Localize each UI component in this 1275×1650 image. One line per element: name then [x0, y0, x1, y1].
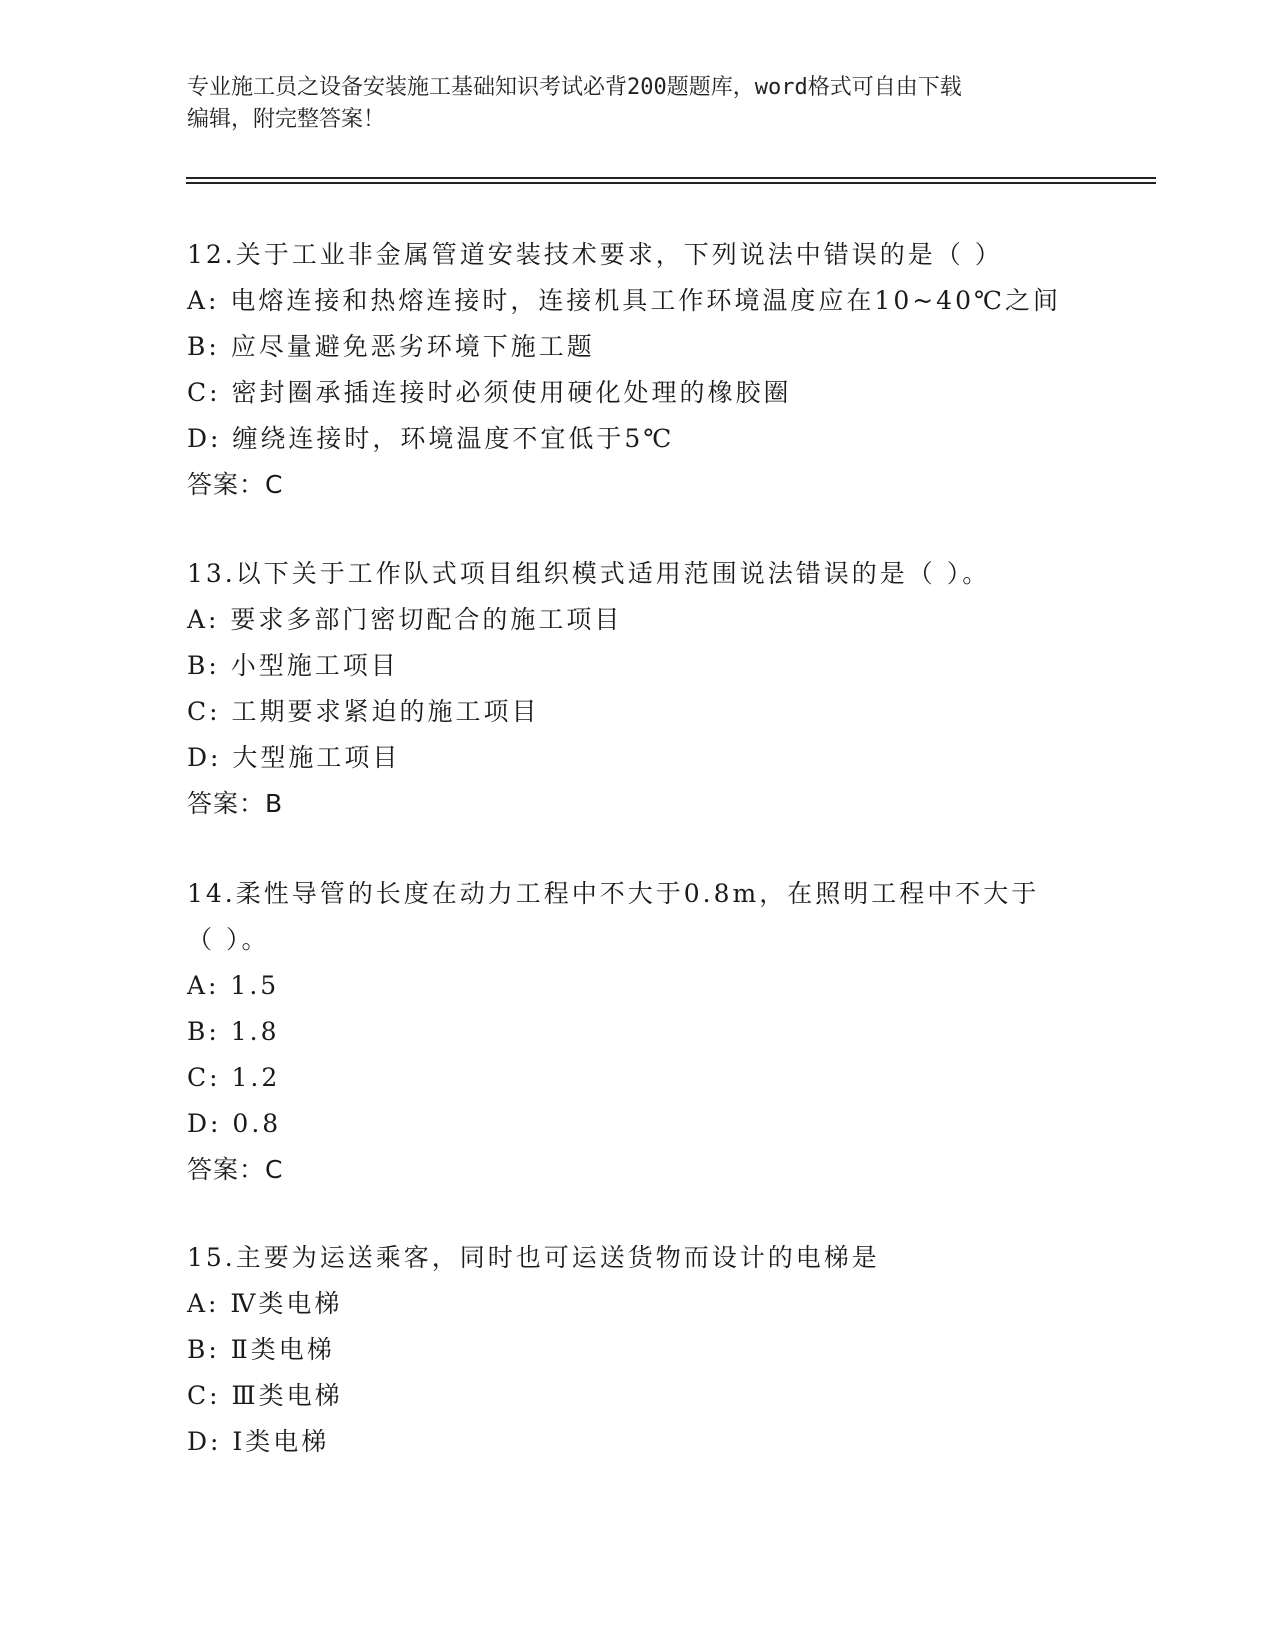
option-a: A: Ⅳ类电梯	[187, 1289, 343, 1318]
option-b: B: 小型施工项目	[187, 651, 399, 680]
question-13	[187, 551, 1087, 827]
header-line-1: 专业施工员之设备安装施工基础知识考试必背200题题库，word格式可自由下载	[187, 75, 962, 100]
option-c: C: 密封圈承插连接时必须使用硬化处理的橡胶圈	[187, 378, 792, 407]
question-title: 15.主要为运送乘客，同时也可运送货物而设计的电梯是	[187, 1243, 880, 1272]
header-divider-bottom	[186, 182, 1156, 184]
option-c: C: 1.2	[187, 1063, 281, 1092]
question-title: 13.以下关于工作队式项目组织模式适用范围说法错误的是（ ）。	[187, 559, 991, 588]
question-14	[187, 871, 1087, 1193]
option-b: B: Ⅱ类电梯	[187, 1335, 335, 1364]
option-a: A: 要求多部门密切配合的施工项目	[187, 605, 623, 634]
option-c: C: 工期要求紧迫的施工项目	[187, 697, 540, 726]
header-line-2: 编辑，附完整答案！	[187, 107, 386, 132]
answer: 答案：B	[187, 789, 284, 818]
option-d: D: 0.8	[187, 1109, 282, 1138]
option-d: D: 缠绕连接时，环境温度不宜低于5℃	[187, 424, 675, 453]
option-d: D: Ⅰ类电梯	[187, 1427, 330, 1456]
option-a: A: 电熔连接和热熔连接时，连接机具工作环境温度应在10~40℃之间	[187, 286, 1061, 315]
option-c: C: Ⅲ类电梯	[187, 1381, 343, 1410]
option-b: B: 应尽量避免恶劣环境下施工题	[187, 332, 595, 361]
header-divider-top	[186, 177, 1156, 179]
document-header	[187, 72, 1087, 136]
question-title: 12.关于工业非金属管道安装技术要求，下列说法中错误的是（ ）	[187, 240, 1003, 269]
answer: 答案：C	[187, 1155, 284, 1184]
question-12	[187, 232, 1087, 508]
question-15	[187, 1235, 1087, 1465]
option-a: A: 1.5	[187, 971, 280, 1000]
answer: 答案：C	[187, 470, 284, 499]
question-title: 14.柔性导管的长度在动力工程中不大于0.8m，在照明工程中不大于（ ）。	[187, 879, 1040, 954]
option-d: D: 大型施工项目	[187, 743, 401, 772]
option-b: B: 1.8	[187, 1017, 280, 1046]
